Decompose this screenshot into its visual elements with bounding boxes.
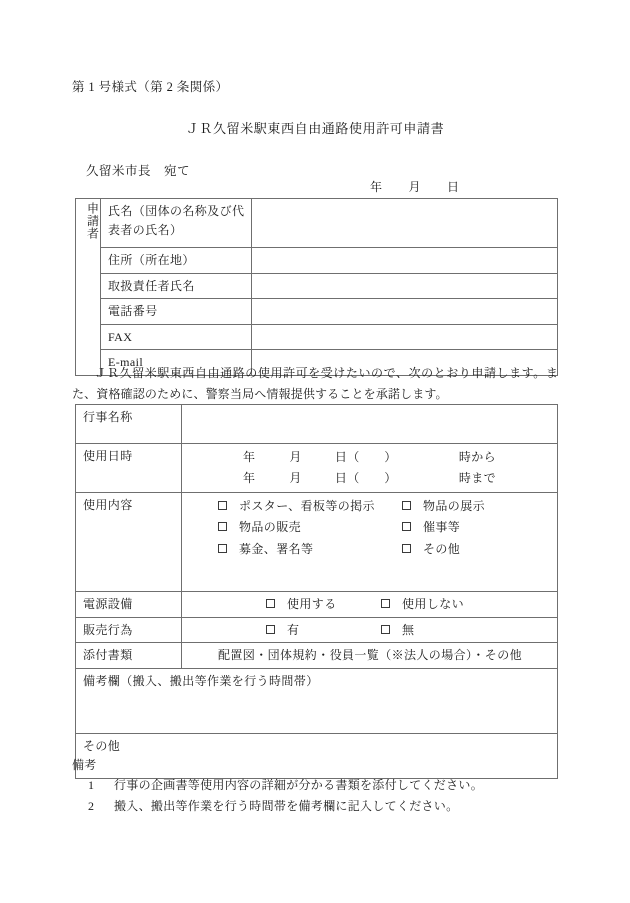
checkbox-goods-sale[interactable]	[218, 522, 227, 531]
usage-datetime-value[interactable]	[182, 444, 558, 493]
table-row	[76, 248, 558, 274]
applicant-phone-label: 電話番号	[101, 299, 252, 325]
applicant-manager-label: 取扱責任者氏名	[101, 273, 252, 299]
table-row	[76, 617, 558, 643]
table-row	[76, 324, 558, 350]
usage-option-label: 物品の販売	[239, 520, 302, 535]
to-weekday-paren: （ ）	[347, 471, 397, 485]
applicant-fax-label: FAX	[101, 324, 252, 350]
power-equipment-label: 電源設備	[76, 592, 182, 618]
usage-option-label: 募金、署名等	[239, 541, 314, 556]
table-row	[76, 592, 558, 618]
table-row	[76, 273, 558, 299]
date-year-label: 年	[370, 180, 383, 194]
attachment-label: 添付書類	[76, 643, 182, 669]
footnote-item	[72, 775, 483, 796]
checkbox-sales-yes[interactable]	[266, 625, 275, 634]
applicant-table	[75, 198, 558, 376]
applicant-side-label-text: 申請者	[85, 202, 100, 240]
addressee-line: 久留米市長 宛て	[86, 164, 191, 178]
form-number: 第 1 号様式（第 2 条関係）	[72, 80, 229, 94]
date-month-label: 月	[408, 180, 422, 194]
checkbox-power-nouse[interactable]	[381, 599, 390, 608]
applicant-manager-value[interactable]	[252, 273, 558, 299]
applicant-name-value[interactable]	[252, 199, 558, 248]
event-name-label: 行事名称	[76, 405, 182, 444]
usage-content-label: 使用内容	[76, 493, 182, 592]
application-statement	[72, 363, 558, 404]
to-time-suffix: 時まで	[458, 471, 497, 485]
power-equipment-options	[182, 592, 558, 618]
to-year-label: 年	[243, 471, 256, 485]
detail-table	[75, 404, 558, 779]
table-row	[76, 405, 558, 444]
checkbox-power-use[interactable]	[266, 599, 275, 608]
footnotes	[72, 756, 483, 817]
from-month-label: 月	[289, 450, 302, 464]
usage-option-row	[188, 496, 551, 517]
from-day-label: 日	[334, 450, 348, 464]
applicant-name-label: 氏名（団体の名称及び代表者の氏名）	[101, 199, 252, 248]
usage-option-row	[188, 539, 551, 560]
from-weekday-paren: （ ）	[347, 450, 397, 464]
power-option-row	[188, 595, 551, 614]
table-row	[76, 299, 558, 325]
table-row	[76, 444, 558, 493]
sales-option-label: 有	[287, 622, 300, 637]
applicant-fax-value[interactable]	[252, 324, 558, 350]
footnote-item	[72, 796, 483, 817]
checkbox-usage-other[interactable]	[402, 544, 411, 553]
footnote-text: 行事の企画書等使用内容の詳細が分かる書類を添付してください。	[114, 778, 484, 793]
power-option-label: 使用する	[287, 597, 337, 611]
other-label: その他	[83, 738, 121, 753]
sales-option-row	[188, 621, 551, 640]
table-row	[76, 199, 558, 248]
power-option-label: 使用しない	[402, 597, 465, 611]
usage-option-label: ポスター、看板等の掲示	[239, 499, 375, 513]
from-time-suffix: 時から	[458, 450, 497, 464]
checkbox-poster-display[interactable]	[218, 501, 227, 510]
event-name-value[interactable]	[182, 405, 558, 444]
sales-option-label: 無	[402, 622, 415, 637]
applicant-side-label	[76, 199, 101, 376]
usage-option-row	[188, 517, 551, 538]
to-day-label: 日	[334, 471, 348, 485]
applicant-address-value[interactable]	[252, 248, 558, 274]
remarks-field[interactable]	[76, 668, 558, 733]
sales-activity-label: 販売行為	[76, 617, 182, 643]
table-row	[76, 493, 558, 592]
usage-option-label: 物品の展示	[423, 499, 486, 513]
attachment-text: 配置図・団体規約・役員一覧（※法人の場合）・その他	[218, 648, 523, 663]
date-entry-line	[370, 178, 460, 195]
checkbox-goods-exhibition[interactable]	[402, 501, 411, 510]
from-year-label: 年	[243, 450, 256, 464]
to-month-label: 月	[289, 471, 302, 485]
checkbox-fundraising-signature[interactable]	[218, 544, 227, 553]
usage-datetime-label: 使用日時	[76, 444, 182, 493]
applicant-email-label: E-mail	[101, 350, 252, 376]
applicant-address-label: 住所（所在地）	[101, 248, 252, 274]
checkbox-event[interactable]	[402, 522, 411, 531]
footnote-number: 1	[88, 778, 95, 793]
usage-option-label: その他	[423, 541, 461, 556]
footnote-number: 2	[88, 799, 95, 814]
table-row	[76, 668, 558, 733]
usage-option-label: 催事等	[423, 520, 461, 535]
usage-content-options	[182, 493, 558, 592]
datetime-from-line	[188, 447, 551, 468]
footnotes-title: 備考	[72, 758, 97, 772]
applicant-phone-value[interactable]	[252, 299, 558, 325]
datetime-to-line	[188, 468, 551, 489]
footnote-text: 搬入、搬出等作業を行う時間帯を備考欄に記入してください。	[114, 799, 459, 814]
attachment-value	[182, 643, 558, 669]
date-day-label: 日	[447, 180, 460, 194]
checkbox-sales-no[interactable]	[381, 625, 390, 634]
remarks-label: 備考欄（搬入、搬出等作業を行う時間帯）	[83, 673, 319, 688]
sales-activity-options	[182, 617, 558, 643]
page-title: ＪＲ久留米駅東西自由通路使用許可申請書	[185, 121, 445, 136]
application-statement-text: ＪＲ久留米駅東西自由通路の使用許可を受けたいので、次のとおり申請します。また、資格確認のために、警察当局へ情報提供することを承諾します。	[72, 366, 558, 401]
table-row	[76, 643, 558, 669]
